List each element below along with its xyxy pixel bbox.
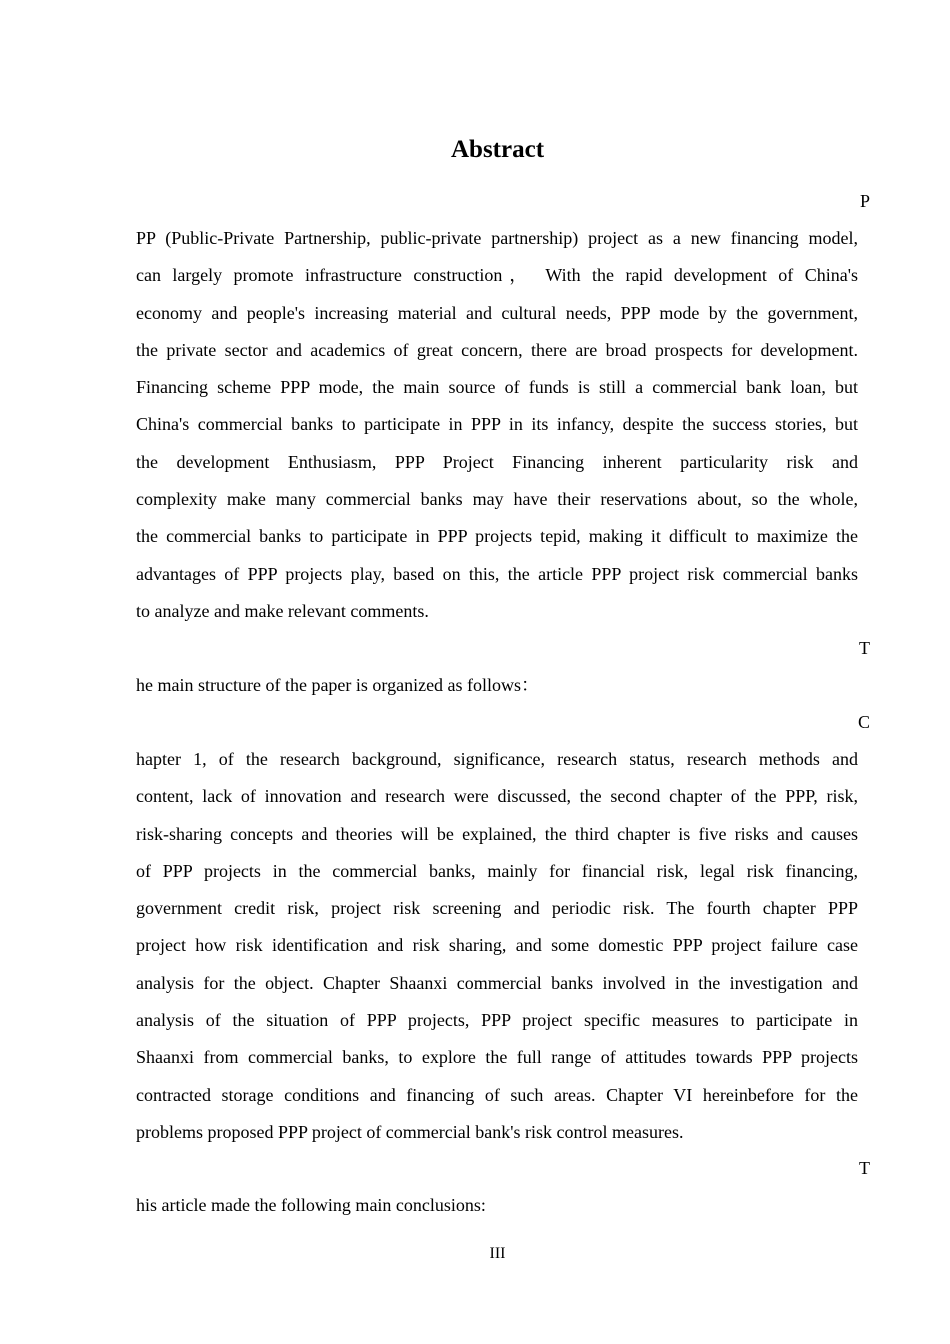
text-line: analysis of the situation of PPP projects, PPP project specific measures to participate in (136, 1010, 858, 1031)
dropcap-letter: T (859, 1158, 870, 1178)
dropcap-letter: C (857, 712, 870, 732)
text-line: project how risk identification and risk sharing, and some domestic PPP project failure case (136, 935, 858, 956)
text-line: Financing scheme PPP mode, the main source of funds is still a commercial bank loan, but (136, 377, 858, 398)
text-line: complexity make many commercial banks may have their reservations about, so the whole, (136, 489, 858, 510)
text-line: risk-sharing concepts and theories will be explained, the third chapter is five risks and causes (136, 823, 858, 844)
text-line: PP (Public-Private Partnership, public-private partnership) project as a new financing model, (136, 228, 858, 248)
text-line: China's commercial banks to participate in PPP in its infancy, despite the success stories, but (136, 414, 858, 435)
text-line: his article made the following main conclusions: (136, 1195, 486, 1215)
page-title: Abstract (450, 136, 545, 163)
body-paragraph (136, 1187, 858, 1224)
text-line: the private sector and academics of great concern, there are broad prospects for development. (136, 339, 858, 360)
text-line: contracted storage conditions and financing of such areas. Chapter VI hereinbefore for the (136, 1084, 858, 1105)
text-line: the development Enthusiasm, PPP Project Financing inherent particularity risk and (136, 451, 858, 472)
body-paragraph (136, 741, 858, 1151)
text-line: analysis for the object. Chapter Shaanxi commercial banks involved in the investigation and (136, 972, 858, 993)
dropcap-letter: T (859, 638, 870, 658)
text-line: to analyze and make relevant comments. (136, 600, 429, 621)
body-paragraph (136, 220, 858, 630)
text-line: economy and people's increasing material and cultural needs, PPP mode by the government, (136, 302, 858, 323)
dropcap-letter: P (859, 191, 870, 211)
page-number: III (489, 1245, 506, 1262)
text-line: content, lack of innovation and research were discussed, the second chapter of the PPP, risk, (136, 786, 858, 807)
text-line: the commercial banks to participate in PPP projects tepid, making it difficult to maximize the (136, 526, 858, 547)
body-paragraph (136, 667, 858, 704)
text-line: hapter 1, of the research background, significance, research status, research methods and (136, 749, 858, 769)
text-line: of PPP projects in the commercial banks, mainly for financial risk, legal risk financing, (136, 860, 858, 881)
text-line: he main structure of the paper is organized as follows： (136, 675, 540, 695)
text-line: advantages of PPP projects play, based on this, the article PPP project risk commercial banks (136, 563, 858, 584)
text-line: problems proposed PPP project of commercial bank's risk control measures. (136, 1121, 684, 1142)
text-line: can largely promote infrastructure construction， With the rapid development of China's (136, 265, 858, 286)
text-line: government credit risk, project risk screening and periodic risk. The fourth chapter PPP (136, 898, 858, 919)
text-line: Shaanxi from commercial banks, to explore the full range of attitudes towards PPP projects (136, 1047, 858, 1068)
